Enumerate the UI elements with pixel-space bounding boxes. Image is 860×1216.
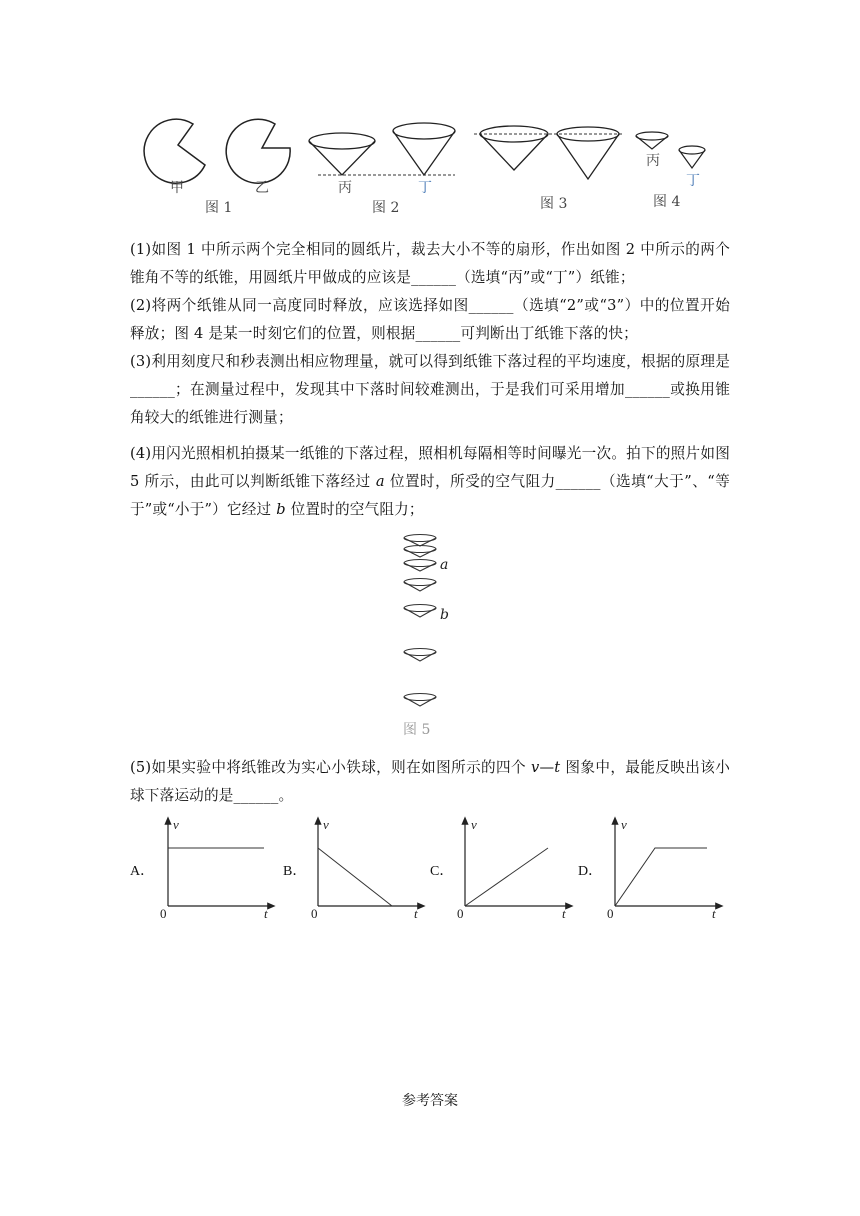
graph-a-x-label: t <box>264 906 268 921</box>
caption-fig5: 图 5 <box>403 722 431 738</box>
option-d-letter: D． <box>578 864 603 879</box>
graph-b-y-label: v <box>323 817 329 832</box>
graph-d <box>607 817 720 921</box>
graph-b <box>311 817 422 921</box>
graph-d-origin: 0 <box>607 906 614 921</box>
question-3-text: (3)利用刻度尺和秒表测出相应物理量，就可以得到纸锥下落过程的平均速度，根据的原理是______；在测量过程中，发现其中下落时间较难测出，于是我们可采用增加______或换用锥角较大的纸锥进行测量； <box>130 353 730 426</box>
disc-yi <box>226 119 290 183</box>
question-2-text: (2)将两个纸锥从同一高度同时释放，应该选择如图______（选填“2”或“3”）中的位置开始释放；图 4 是某一时刻它们的位置，则根据______可判断出丁纸锥下落的快； <box>130 297 730 342</box>
question-4-part-b: 位置时，所受的空气阻力______（选填“大于”、“等于”或“小于”）它经过 <box>130 473 731 518</box>
caption-fig2: 图 2 <box>372 200 400 216</box>
caption-fig4: 图 4 <box>653 194 681 210</box>
question-4-part-a: (4)用闪光照相机拍摄某一纸锥的下落过程，照相机每隔相等时间曝光一次。拍下的照片如图 5 所示，由此可以判断纸锥下落经过 <box>130 445 730 490</box>
question-5-dash: — <box>539 759 555 776</box>
label-bing-4: 丙 <box>646 153 660 169</box>
caption-fig1: 图 1 <box>205 200 233 216</box>
question-5 <box>130 754 730 810</box>
label-ding: 丁 <box>418 180 432 196</box>
caption-fig3: 图 3 <box>540 196 568 212</box>
label-yi: 乙 <box>255 180 269 196</box>
label-bing: 丙 <box>338 180 352 196</box>
question-2 <box>130 292 730 348</box>
question-4 <box>130 440 730 524</box>
graph-c-y-label: v <box>471 817 477 832</box>
option-a-letter: A． <box>130 864 155 879</box>
graph-b-origin: 0 <box>311 906 318 921</box>
graph-a-y-label: v <box>173 817 179 832</box>
figure-5 <box>0 530 860 750</box>
graph-b-x-label: t <box>414 906 418 921</box>
graph-c <box>457 817 570 921</box>
option-c-letter: C． <box>430 864 454 879</box>
graph-d-y-label: v <box>621 817 627 832</box>
fig5-label-a: a <box>440 557 449 573</box>
graph-a-origin: 0 <box>160 906 167 921</box>
question-3 <box>130 348 730 432</box>
question-5-v: v <box>531 759 540 776</box>
question-4-var-b: b <box>276 501 286 518</box>
fig5-label-b: b <box>440 607 449 623</box>
question-5-part-b: 图象中，最能反映出该小球下落运动的是______。 <box>130 759 730 804</box>
figure-row-top <box>0 0 860 220</box>
answer-title: 参考答案 <box>402 1093 458 1109</box>
option-b-letter: B． <box>283 864 307 879</box>
label-jia: 甲 <box>170 180 184 196</box>
graph-a <box>160 817 272 921</box>
question-1-text: (1)如图 1 中所示两个完全相同的圆纸片，裁去大小不等的扇形，作出如图 2 中所示的两个锥角不等的纸锥，用圆纸片甲做成的应该是______（选填“丙”或“丁”）纸锥； <box>130 241 730 286</box>
graph-c-x-label: t <box>562 906 566 921</box>
question-4-part-c: 位置时的空气阻力； <box>285 501 424 518</box>
disc-jia <box>144 119 205 183</box>
option-graphs <box>0 810 860 930</box>
question-5-t: t <box>554 759 561 776</box>
question-5-part-a: (5)如果实验中将纸锥改为实心小铁球，则在如图所示的四个 <box>130 759 532 776</box>
question-1 <box>130 236 730 292</box>
graph-c-origin: 0 <box>457 906 464 921</box>
graph-d-x-label: t <box>712 906 716 921</box>
label-ding-4: 丁 <box>686 173 700 189</box>
question-4-var-a: a <box>375 473 385 490</box>
